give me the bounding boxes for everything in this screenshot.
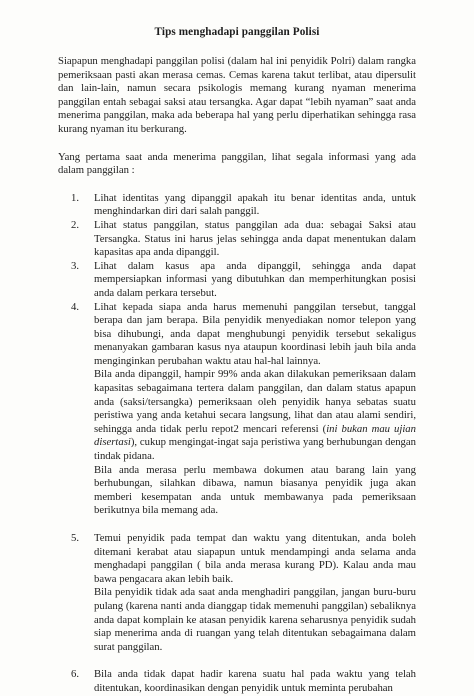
list-item-text: Lihat status panggilan, status panggilan ada dua: sebagai Saksi atau Tersangka. Status ini harus jelas sehingga anda dapat menentukan dalam kapasitas apa anda dipanggil. [94, 218, 416, 259]
list-item-2 [58, 219, 416, 260]
list-item-6 [58, 668, 416, 695]
list-number: 5. [71, 532, 80, 544]
list-item-1 [58, 192, 416, 219]
italic-note: ini bukan mau ujian disertasi [94, 422, 416, 449]
lead-paragraph: Yang pertama saat anda menerima panggilan, lihat segala informasi yang ada dalam panggilan : [58, 150, 416, 177]
text-run: ), cukup mengingat-ingat saja peristiwa yang berhubungan dengan tindak pidana. [94, 436, 416, 463]
list-number: 3. [71, 259, 80, 272]
list-item-subparagraph [94, 368, 416, 463]
list-item-text: Lihat kepada siapa anda harus memenuhi panggilan tersebut, tanggal berapa dan jam berapa. Bila penyidik menyediakan nomor telepon yang bisa dihubungi, anda dapat menghubungi penyidik tersebut sekaligus menanyakan gambaran kasus nya ataupun koordinasi lebih jauh bila anda menginginkan perubahan waktu atau hal-hal lainnya. [94, 300, 416, 367]
list-number: 6. [71, 668, 80, 681]
list-number: 2. [71, 218, 80, 231]
list-item-text: Bila anda tidak dapat hadir karena suatu hal pada waktu yang telah ditentukan, koordinasikan dengan penyidik untuk meminta perubahan [94, 668, 416, 694]
list-number: 1. [71, 191, 80, 204]
list-item-text: Lihat identitas yang dipanggil apakah itu benar identitas anda, untuk menghindarkan diri dari salah panggil. [94, 191, 416, 218]
text-run: Bila anda dipanggil, hampir 99% anda akan dilakukan pemeriksaan dalam kapasitas sebagaimana tertera dalam panggilan, dan dalam status apapun anda (saksi/tersangka) pemeriksaan oleh penyidik hanya sebatas suatu peristiwa yang anda ketahui secara langsung, lihat dan atau alami sendiri, sehingga anda tidak perlu repot2 mencari referensi ( [94, 368, 416, 435]
list-number: 4. [71, 300, 80, 313]
list-item-5 [58, 532, 416, 654]
list-item-3 [58, 260, 416, 301]
list-item-4 [58, 301, 416, 519]
list-item-subparagraph: Bila anda merasa perlu membawa dokumen atau barang lain yang berhubungan, silahkan dibawa, namun biasanya penyidik juga akan memberi kesempatan anda untuk membawanya pada pemeriksaan berikutnya bila memang ada. [94, 463, 416, 517]
document-title: Tips menghadapi panggilan Polisi [154, 26, 320, 38]
list-item-text: Lihat dalam kasus apa anda dipanggil, sehingga anda dapat mempersiapkan informasi yang dibutuhkan dan memperhitungkan posisi anda dalam perkara tersebut. [94, 259, 416, 299]
tips-list [58, 192, 416, 696]
intro-paragraph: Siapapun menghadapi panggilan polisi (dalam hal ini penyidik Polri) dalam rangka pemeriksaan pasti akan merasa cemas. Cemas karena takut terlibat, atau dipersulit dan lain-lain, namun secara psikologis memang kurang nyaman menerima panggilan entah sebagai saksi atau tersangka. Agar dapat “lebih nyaman” saat anda menerima panggilan, maka ada beberapa hal yang perlu diperhatikan sehingga rasa kurang nyaman itu berkurang. [58, 55, 416, 135]
list-item-text: Temui penyidik pada tempat dan waktu yang ditentukan, anda boleh ditemani kerabat atau siapapun untuk mendampingi anda selama anda menghadapi panggilan ( bila anda merasa kurang PD). Kalau anda mau bawa pengacara akan lebih baik. [94, 532, 416, 585]
list-item-subparagraph: Bila penyidik tidak ada saat anda menghadiri panggilan, jangan buru-buru pulang (karena nanti anda dianggap tidak memenuhi panggilan) sebaliknya anda dapat komplain ke atasan penyidik karena seharusnya penyidik sudah siap menerima anda di ruangan yang telah ditentukan sebagaimana dalam surat panggilan. [94, 586, 416, 653]
